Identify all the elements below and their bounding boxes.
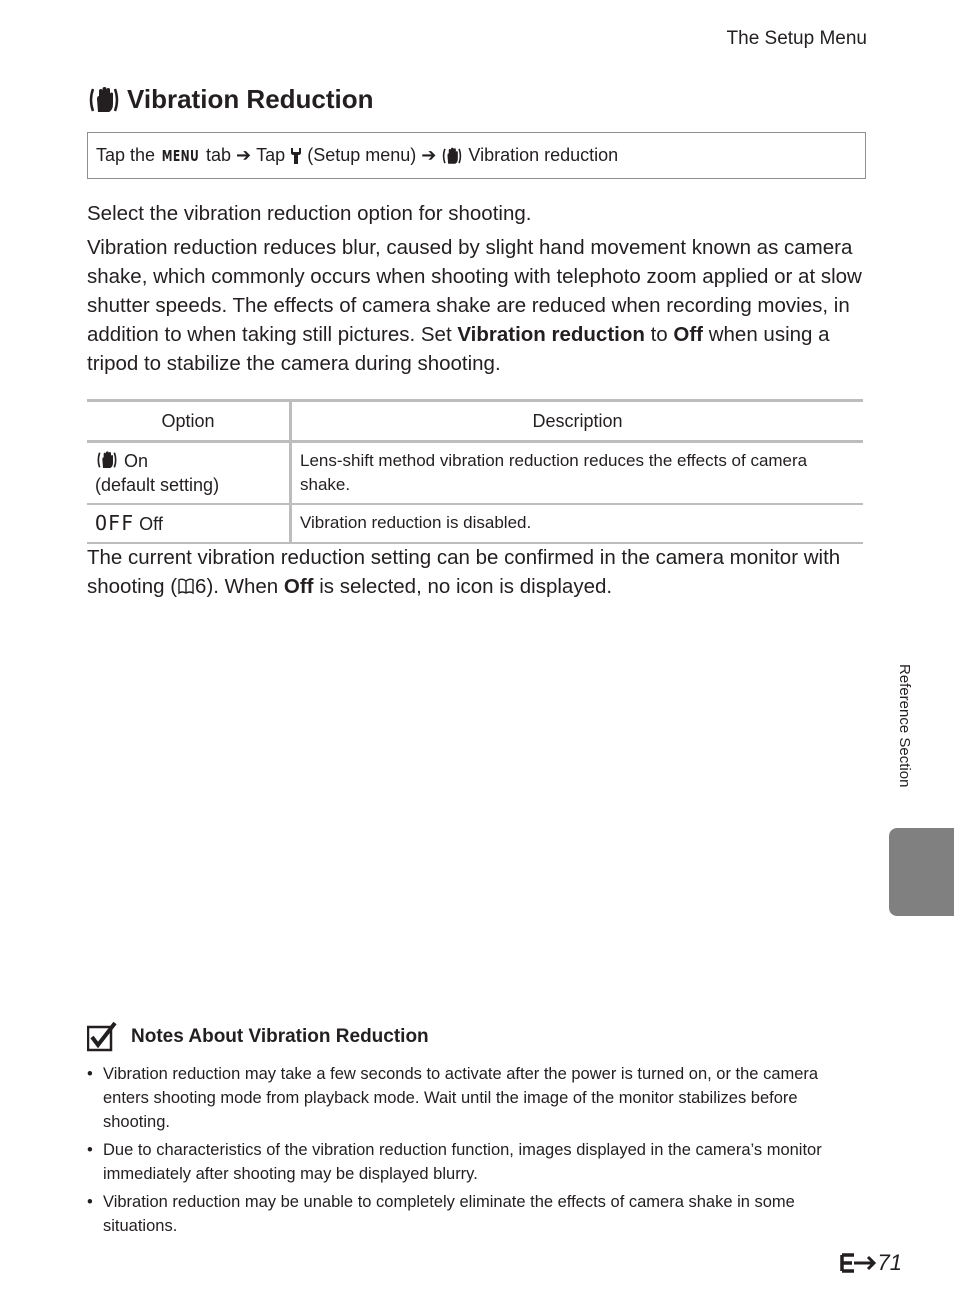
intro-bold-term: Vibration reduction [457,323,645,346]
off-icon: OFF [95,511,135,535]
page-title [87,84,374,115]
after-table-text [87,543,867,601]
table-row [87,504,863,543]
description-cell: Lens-shift method vibration reduction reduces the effects of camera shake. [291,442,864,505]
section-header: The Setup Menu [726,28,867,49]
notes-box [87,1022,867,1242]
intro-text-run: to [644,323,674,346]
page-title-text: Vibration Reduction [127,84,374,114]
option-label: On [124,451,149,471]
wrench-icon [290,147,302,165]
after-text-run: ). When [206,575,284,598]
page-reference: 6 [195,575,207,598]
notes-title: Notes About Vibration Reduction [131,1026,429,1047]
vibration-reduction-icon [95,450,119,470]
column-header-description: Description [291,401,864,442]
vibration-reduction-icon [441,146,463,166]
side-section-tab [889,828,954,916]
page-number [840,1250,902,1276]
menu-tab-label: MENU [161,146,200,165]
option-label: Off [139,514,163,534]
list-item: • Vibration reduction may take a few seconds to activate after the power is turned on, or the camera enters shooting mode from playback mode. Wait until the image of the monitor stabilizes before shooting. [87,1062,867,1134]
page-number-text: 71 [877,1250,902,1275]
after-text-run: The current vibration reduction setting can be confirmed in the camera monitor with shooting ( [87,546,841,598]
nav-tap-the: Tap the [96,145,156,165]
after-paragraph [87,543,867,601]
option-cell [87,504,291,543]
nav-tab: tab [205,145,232,165]
intro-text-run: Vibration reduction reduces blur, caused by slight hand movement known as camera shake, which commonly occurs when shooting with telephoto zoom applied or at slow shutter speeds. The effects of camera shake are reduced when recording movies, in addition to when taking still pictures. Set [87,236,862,346]
nav-item: Vibration reduction [468,145,619,165]
table-header-row [87,401,863,442]
arrow-icon: ➔ [421,145,437,165]
intro-bold-term: Off [673,323,704,346]
arrow-icon: ➔ [236,145,252,165]
option-note: (default setting) [95,475,220,495]
after-bold-term: Off [283,575,314,598]
vibration-reduction-icon [87,85,121,115]
options-table [87,399,863,544]
list-item: • Due to characteristics of the vibration reduction function, images displayed in the camera’s monitor immediately after shooting may be displayed blurry. [87,1138,867,1186]
list-item: • Vibration reduction may be unable to completely eliminate the effects of camera shake in some situations. [87,1190,867,1238]
table-row [87,442,863,505]
reference-e-icon [840,1251,876,1275]
option-cell [87,442,291,505]
column-header-option: Option [87,401,291,442]
notes-list [87,1062,867,1238]
side-section-label: Reference Section [896,664,913,788]
after-text-run: is selected, no icon is displayed. [313,575,613,598]
intro-text-run: when using a tripod to stabilize the camera during shooting. [87,323,830,375]
navigation-path [87,132,866,179]
description-cell: Vibration reduction is disabled. [291,504,864,543]
intro-paragraph-2 [87,233,867,378]
notes-heading [87,1022,867,1052]
intro-paragraph-1: Select the vibration reduction option for shooting. [87,202,532,225]
book-icon [177,577,195,595]
nav-tap: Tap [256,145,286,165]
nav-setup-menu: (Setup menu) [307,145,417,165]
intro-text [87,199,867,378]
checkmark-icon [87,1022,117,1052]
